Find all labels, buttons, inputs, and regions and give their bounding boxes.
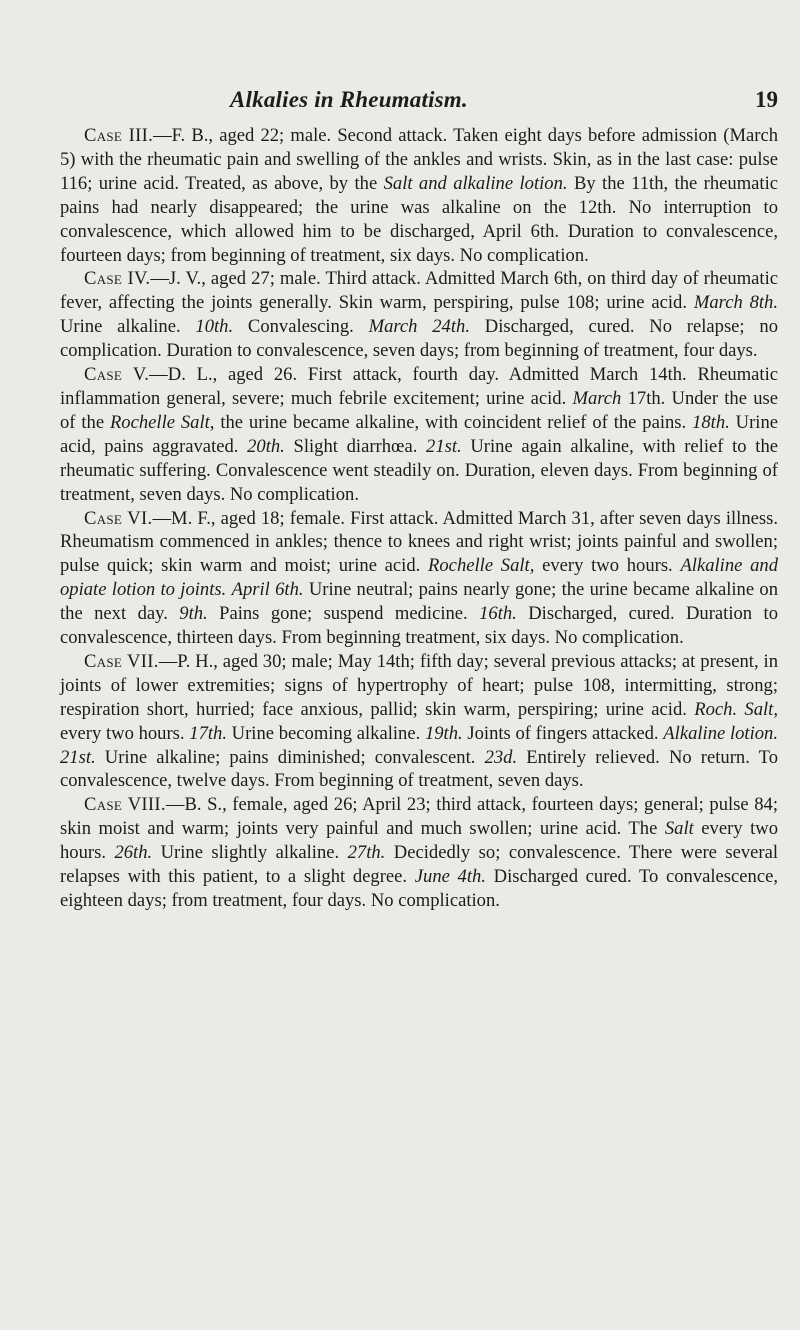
case-text: Urine alkaline; pains diminished; convalescent. — [95, 746, 485, 768]
case-text: Pains gone; suspend medicine. — [207, 603, 480, 625]
case-text: Urine acid, pains aggravated. — [60, 411, 778, 457]
case-paragraph — [60, 124, 778, 267]
case-text: Joints of fingers attacked. — [462, 722, 664, 744]
italic-text: March 8th. — [693, 292, 778, 314]
case-label: Case IV. — [84, 268, 151, 290]
case-text: every two hours. — [534, 555, 681, 577]
running-head — [60, 87, 778, 117]
case-text: Entirely relieved. No return. To convalescence, twelve days. From beginning of treatment, seven days. — [60, 746, 779, 792]
case-text: every two hours. — [60, 818, 778, 864]
italic-text: 23d. — [484, 746, 518, 768]
italic-text: April 6th. — [231, 579, 304, 601]
case-text: Decidedly so; convalescence. There were several relapses with this patient, to a slight degree. — [60, 842, 779, 888]
case-paragraph — [60, 650, 778, 793]
case-paragraph — [60, 507, 778, 650]
case-text: Urine alkaline. — [60, 316, 196, 338]
case-text: every two hours. — [60, 722, 190, 744]
case-text: —P. H., aged 30; male; May 14th; fifth day; several previous attacks; at present, in joints of lower extremities; signs of hypertrophy of heart; pulse 108, intermitting, strong; respiration short, hurried; face anxious, pallid; skin warm, perspiring; urine acid. — [60, 650, 778, 720]
case-label: Case V. — [84, 364, 150, 386]
italic-text: 19th. — [424, 722, 463, 744]
italic-text: 18th. — [692, 411, 730, 433]
italic-text: Alkaline and opiate lotion to joints. — [60, 555, 779, 601]
italic-text: 26th. — [114, 842, 153, 864]
case-label: Case VI. — [84, 507, 153, 529]
case-text: Urine slightly alkaline. — [152, 842, 348, 864]
case-text: —J. V., aged 27; male. Third attack. Admitted March 6th, on third day of rheumatic fever, affecting the joints generally. Skin warm, perspiring, pulse 108; urine acid. — [60, 268, 778, 314]
italic-text: March 24th. — [368, 316, 470, 338]
italic-text: Rochelle Salt, — [428, 555, 535, 577]
case-text: Discharged cured. To convalescence, eighteen days; from treatment, four days. No complication. — [60, 866, 779, 911]
case-reports — [60, 124, 778, 913]
case-text: By the 11th, the rheumatic pains had nearly disappeared; the urine was alkaline on the 12th. No interruption to convalescence, which allowed him to be discharged, April 6th. Duration to convalescence, fourteen days; from beginning of treatment, six days. No complication. — [60, 172, 778, 266]
case-text: Urine becoming alkaline. — [226, 722, 425, 744]
case-label: Case VIII. — [84, 794, 166, 816]
italic-text: 20th. — [247, 435, 285, 457]
case-text: Slight diarrhœa. — [284, 435, 427, 457]
case-text: 17th. Under the use of the — [60, 387, 778, 433]
case-paragraph — [60, 793, 778, 913]
italic-text: Rochelle Salt, — [109, 411, 215, 433]
case-text: —F. B., aged 22; male. Second attack. Taken eight days before admission (March 5) with the rheumatic pain and swelling of the ankles and wrists. Skin, as in the last case: pulse 116; urine acid. Treated, as above, by the — [60, 125, 778, 194]
case-label: Case VII. — [84, 650, 159, 672]
italic-text: March — [572, 387, 622, 409]
italic-text: 27th. — [347, 842, 386, 864]
italic-text: June 4th. — [414, 866, 486, 888]
case-text: Urine neutral; pains nearly gone; the urine became alkaline on the next day. — [60, 579, 779, 625]
case-text: Discharged, cured. No relapse; no complication. Duration to convalescence, seven days; from beginning of treatment, four days. — [60, 316, 778, 362]
case-text: the urine became alkaline, with coincident relief of the pains. — [214, 411, 693, 433]
case-paragraph — [60, 363, 778, 506]
italic-text: 21st. — [60, 746, 96, 768]
running-title: Alkalies in Rheumatism. — [230, 87, 468, 112]
italic-text: Salt and alkaline lotion. — [383, 172, 568, 194]
page-number: 19 — [755, 87, 778, 112]
italic-text: 17th. — [189, 722, 227, 744]
italic-text: Salt — [664, 818, 694, 840]
italic-text: Roch. Salt, — [694, 698, 778, 720]
case-text: Convalescing. — [233, 316, 369, 338]
case-text: Discharged, cured. Duration to convalescence, thirteen days. From beginning treatment, six days. No complication. — [60, 603, 778, 649]
case-paragraph — [60, 267, 778, 363]
italic-text: 21st. — [426, 435, 462, 457]
italic-text: Alkaline lotion. — [663, 722, 778, 744]
italic-text: 16th. — [479, 603, 517, 625]
case-text: Urine again alkaline, with relief to the rheumatic suffering. Convalescence went steadily on. Duration, eleven days. From beginning of treatment, seven days. No complication. — [60, 435, 778, 505]
italic-text: 10th. — [195, 316, 234, 338]
case-text: —D. L., aged 26. First attack, fourth day. Admitted March 14th. Rheumatic inflammation general, severe; much febrile excitement; urine acid. — [60, 364, 778, 409]
case-label: Case III. — [84, 125, 154, 146]
case-text: —M. F., aged 18; female. First attack. Admitted March 31, after seven days illness. Rheumatism commenced in ankles; thence to knees and right wrist; joints painful and swollen; pulse quick; skin warm and moist; urine acid. — [60, 507, 778, 577]
italic-text: 9th. — [179, 603, 208, 625]
case-text: —B. S., female, aged 26; April 23; third attack, fourteen days; general; pulse 84; skin moist and warm; joints very painful and much swollen; urine acid. The — [60, 794, 778, 840]
